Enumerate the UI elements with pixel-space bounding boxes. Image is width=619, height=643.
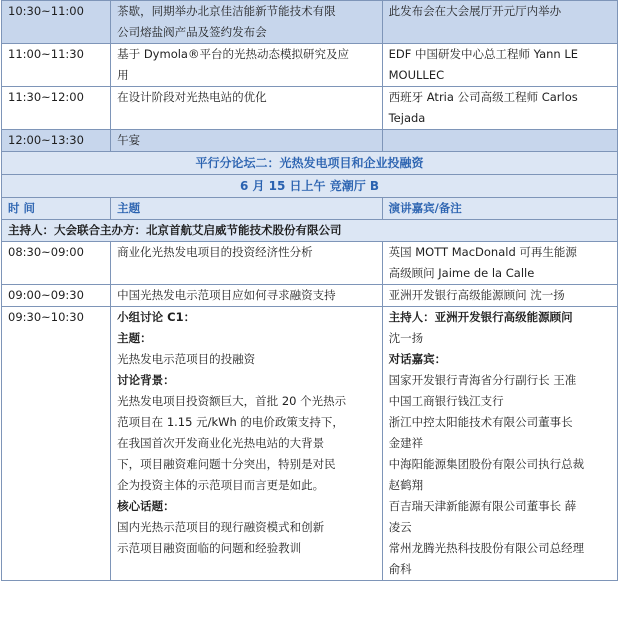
row-time: 11:30~12:00 <box>2 87 111 130</box>
section-subtitle-row <box>2 175 618 198</box>
panel-speaker-line: 赵鹤翔 <box>388 478 424 492</box>
row-topic <box>111 130 382 152</box>
row-speaker-line <box>389 130 611 151</box>
panel-topic-line: 小组讨论 C1： <box>117 310 196 324</box>
row-speaker-line: Tejada <box>388 111 426 125</box>
row-speaker-line: MOULLEC <box>388 68 445 82</box>
section-title-row <box>2 152 618 175</box>
panel-topic-line: 核心话题： <box>117 499 175 513</box>
mid-rows <box>2 242 618 307</box>
row-speaker-line: 高级顾问 Jaime de la Calle <box>388 266 535 280</box>
panel-speaker <box>382 307 617 581</box>
panel-speaker-line: 金建祥 <box>388 436 424 450</box>
panel-speaker-line: 中海阳能源集团股份有限公司执行总裁 <box>388 457 585 471</box>
header-speaker: 演讲嘉宾/备注 <box>382 198 617 220</box>
row-topic-line: 在设计阶段对光热电站的优化 <box>117 90 267 104</box>
row-topic <box>111 1 382 44</box>
panel-topic-line: 企为投资主体的示范项目而言更是如此。 <box>117 478 325 492</box>
row-speaker-line: 英国 MOTT MacDonald 可再生能源 <box>388 245 577 259</box>
header-row <box>2 198 618 220</box>
panel-topic-line: 国内光热示范项目的现行融资模式和创新 <box>117 520 325 534</box>
schedule-row <box>2 87 618 130</box>
row-speaker <box>382 87 617 130</box>
panel-topic-line: 范项目在 1.15 元/kWh 的电价政策支持下， <box>117 415 344 429</box>
row-topic-line: 基于 Dymola®平台的光热动态模拟研究及应 <box>117 47 349 61</box>
header-time: 时 间 <box>2 198 111 220</box>
row-topic <box>111 87 382 130</box>
row-topic-line: 午宴 <box>117 133 141 147</box>
row-topic <box>111 44 382 87</box>
row-time: 10:30~11:00 <box>2 1 111 44</box>
row-speaker <box>382 44 617 87</box>
row-time: 11:00~11:30 <box>2 44 111 87</box>
header-topic: 主题 <box>111 198 382 220</box>
row-topic-line: 商业化光热发电项目的投资经济性分析 <box>117 245 313 259</box>
panel-speaker-line: 对话嘉宾： <box>388 352 447 366</box>
panel-topic <box>111 307 382 581</box>
panel-topic-line: 光热发电项目投资额巨大，首批 20 个光热示 <box>117 394 347 408</box>
panel-topic-line: 在我国首次开发商业化光热电站的大背景 <box>117 436 325 450</box>
panel-topic-line: 讨论背景： <box>117 373 175 387</box>
row-topic-line: 用 <box>117 68 129 82</box>
row-speaker-line: EDF 中国研发中心总工程师 Yann LE <box>388 47 579 61</box>
row-topic-line: 茶歇，同期举办北京佳洁能新节能技术有限 <box>117 4 336 18</box>
schedule-row <box>2 1 618 44</box>
row-time: 08:30~09:00 <box>2 242 111 285</box>
panel-topic-line: 主题： <box>117 331 152 345</box>
row-topic <box>111 285 382 307</box>
top-rows <box>2 1 618 152</box>
panel-topic-line: 光热发电示范项目的投融资 <box>117 352 256 366</box>
schedule-table <box>1 0 618 581</box>
panel-topic-line: 示范项目融资面临的问题和经验教训 <box>117 541 302 555</box>
schedule-row <box>2 285 618 307</box>
section-subtitle: 6 月 15 日上午 竞潮厅 B <box>2 175 618 198</box>
schedule-row <box>2 242 618 285</box>
schedule-row <box>2 44 618 87</box>
row-speaker-line: 亚洲开发银行高级能源顾问 沈一扬 <box>388 288 565 302</box>
row-speaker <box>382 285 617 307</box>
schedule-row <box>2 130 618 152</box>
row-topic-line: 公司熔盐阀产品及签约发布会 <box>117 25 267 39</box>
panel-speaker-line: 百吉瑞天津新能源有限公司董事长 薛 <box>388 499 577 513</box>
row-speaker <box>382 242 617 285</box>
panel-section <box>2 307 618 581</box>
row-time: 09:00~09:30 <box>2 285 111 307</box>
row-speaker-line: 此发布会在大会展厅开元厅内举办 <box>388 4 562 18</box>
row-topic <box>111 242 382 285</box>
panel-speaker-line: 常州龙腾光热科技股份有限公司总经理 <box>388 541 585 555</box>
panel-time: 09:30~10:30 <box>2 307 111 581</box>
panel-speaker-line: 沈一扬 <box>388 331 424 345</box>
row-speaker <box>382 1 617 44</box>
forum-section <box>2 152 618 242</box>
panel-speaker-line: 中国工商银行钱江支行 <box>388 394 504 408</box>
host-row <box>2 220 618 242</box>
host-text: 主持人：大会联合主办方：北京首航艾启威节能技术股份有限公司 <box>2 220 618 242</box>
panel-speaker-line: 凌云 <box>388 520 412 534</box>
row-topic-line: 中国光热发电示范项目应如何寻求融资支持 <box>117 288 336 302</box>
row-speaker-line: 西班牙 Atria 公司高级工程师 Carlos <box>388 90 578 104</box>
section-title: 平行分论坛二：光热发电项目和企业投融资 <box>2 152 618 175</box>
row-time: 12:00~13:30 <box>2 130 111 152</box>
row-speaker <box>382 130 617 152</box>
panel-speaker-line: 浙江中控太阳能技术有限公司董事长 <box>388 415 573 429</box>
panel-speaker-line: 国家开发银行青海省分行副行长 王准 <box>388 373 577 387</box>
panel-speaker-line: 主持人：亚洲开发银行高级能源顾问 <box>388 310 573 324</box>
panel-row <box>2 307 618 581</box>
panel-speaker-line: 俞科 <box>388 562 412 576</box>
panel-topic-line: 下，项目融资难问题十分突出，特别是对民 <box>117 457 336 471</box>
